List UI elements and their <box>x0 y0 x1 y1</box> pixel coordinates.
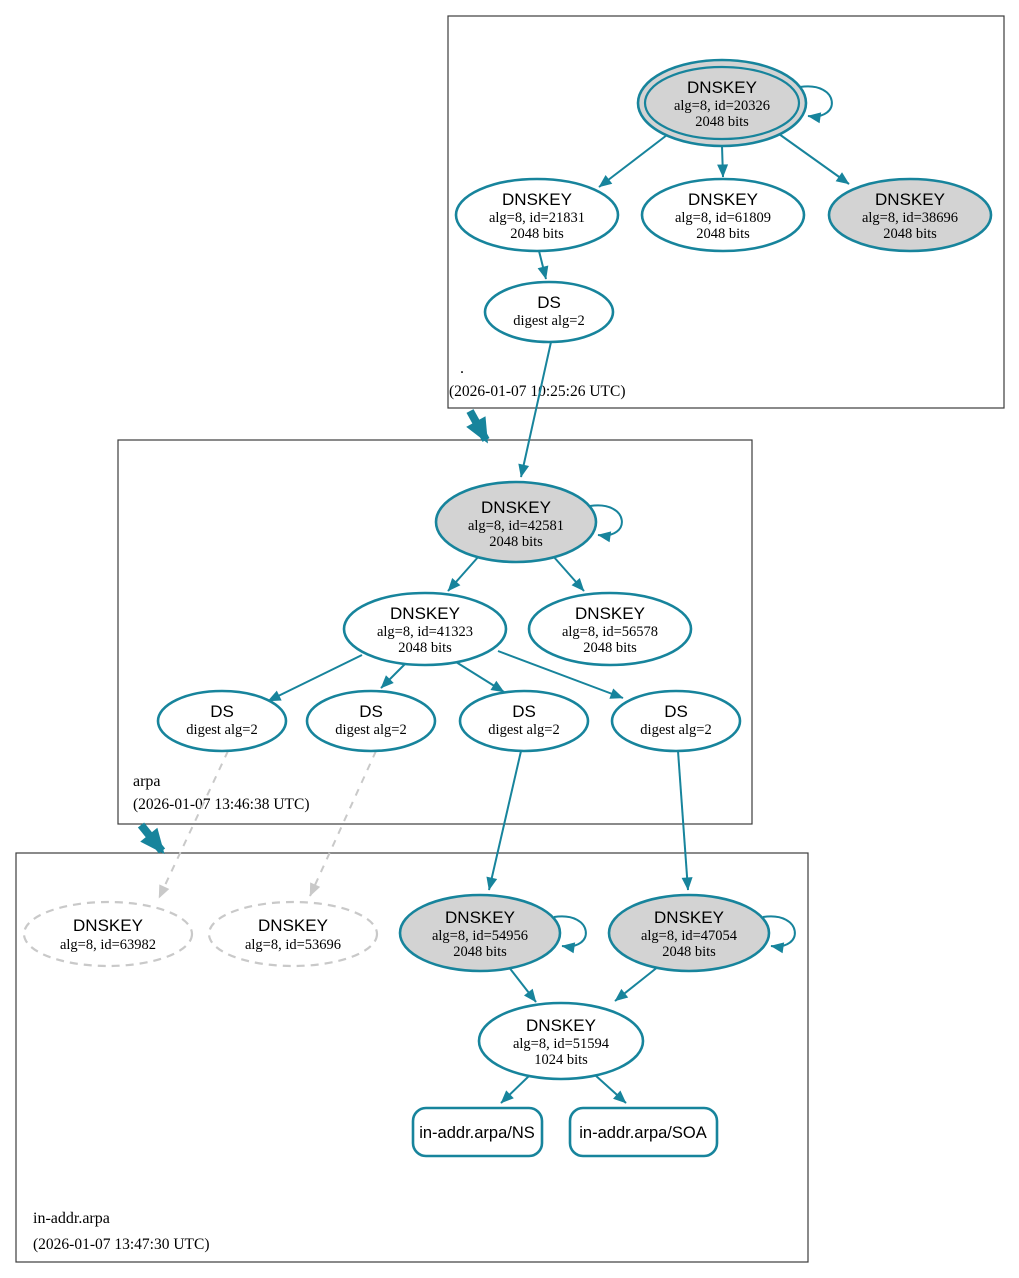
node-title: DNSKEY <box>875 190 945 209</box>
node-dnskey-54956[interactable] <box>400 895 560 971</box>
node-detail: digest alg=2 <box>335 722 407 738</box>
node-detail: alg=8, id=51594 <box>512 1036 610 1052</box>
node-detail: alg=8, id=20326 <box>673 98 771 114</box>
node-detail: digest alg=2 <box>513 313 585 329</box>
node-bits: 1024 bits <box>534 1052 588 1068</box>
node-detail: alg=8, id=42581 <box>467 518 565 534</box>
edge-zsk51594-rr-soa <box>595 1075 626 1103</box>
node-detail: digest alg=2 <box>488 722 560 738</box>
node-title: DNSKEY <box>687 78 757 97</box>
node-detail: alg=8, id=63982 <box>59 937 157 953</box>
node-dnskey-53696-missing[interactable] <box>209 902 377 966</box>
node-detail: alg=8, id=41323 <box>376 624 474 640</box>
node-title: DNSKEY <box>258 916 328 935</box>
node-detail: alg=8, id=54956 <box>431 928 529 944</box>
node-rrset-in-addr-arpa-ns[interactable] <box>413 1108 542 1156</box>
node-detail: digest alg=2 <box>186 722 258 738</box>
node-title: DNSKEY <box>575 604 645 623</box>
node-bits: 2048 bits <box>453 944 507 960</box>
node-bits: 2048 bits <box>883 226 937 242</box>
node-bits: 2048 bits <box>662 944 716 960</box>
node-ds-arpa-4[interactable] <box>612 691 740 751</box>
edge-zsk51594-rr-ns <box>501 1075 530 1103</box>
zone-label-in-addr-arpa: in-addr.arpa <box>33 1210 110 1227</box>
node-detail: alg=8, id=61809 <box>674 210 772 226</box>
edge-zsk21831-ds <box>539 251 546 279</box>
node-dnskey-61809[interactable] <box>642 179 804 251</box>
node-detail: alg=8, id=53696 <box>244 937 342 953</box>
edge-ksk20326-ksk38696 <box>779 134 849 184</box>
node-dnskey-56578[interactable] <box>529 593 691 665</box>
node-dnskey-41323[interactable] <box>344 593 506 665</box>
node-rrset-in-addr-arpa-soa[interactable] <box>570 1108 717 1156</box>
node-title: DS <box>359 702 383 721</box>
node-title: DNSKEY <box>445 908 515 927</box>
edge-ksk42581-zsk56578 <box>553 556 584 591</box>
zone-label-arpa: arpa <box>133 773 161 790</box>
node-title: DNSKEY <box>502 190 572 209</box>
node-title: DNSKEY <box>73 916 143 935</box>
edge-zsk41323-ds2 <box>381 664 405 688</box>
node-dnskey-21831[interactable] <box>456 179 618 251</box>
node-ds-arpa-3[interactable] <box>460 691 588 751</box>
node-title: DNSKEY <box>654 908 724 927</box>
zone-timestamp-arpa: (2026-01-07 13:46:38 UTC) <box>133 796 310 813</box>
edge-ds4-to-ksk47054 <box>678 751 688 890</box>
rrset-label: in-addr.arpa/SOA <box>579 1124 707 1142</box>
edge-ds-root-to-ksk42581 <box>521 342 551 477</box>
node-ds-arpa-2[interactable] <box>307 691 435 751</box>
node-title: DS <box>537 293 561 312</box>
node-bits: 2048 bits <box>398 640 452 656</box>
node-bits: 2048 bits <box>696 226 750 242</box>
node-dnskey-42581[interactable] <box>436 482 596 562</box>
node-dnskey-38696[interactable] <box>829 179 991 251</box>
node-ds-root[interactable] <box>485 282 613 342</box>
node-detail: alg=8, id=47054 <box>640 928 738 944</box>
node-bits: 2048 bits <box>583 640 637 656</box>
edge-zsk41323-ds3 <box>456 662 504 692</box>
zone-cut-arrow-arpa-to-in-addr-arpa <box>141 825 162 851</box>
zone-label-root: . <box>460 360 464 377</box>
node-dnskey-47054[interactable] <box>609 895 769 971</box>
node-bits: 2048 bits <box>510 226 564 242</box>
zone-timestamp-in-addr-arpa: (2026-01-07 13:47:30 UTC) <box>33 1236 210 1253</box>
node-detail: alg=8, id=21831 <box>488 210 586 226</box>
node-dnskey-51594[interactable] <box>479 1003 643 1079</box>
zone-cut-arrow-root-to-arpa <box>470 411 486 440</box>
edge-ds3-to-ksk54956 <box>489 751 521 890</box>
edge-ksk20326-zsk61809 <box>722 146 723 177</box>
node-detail: alg=8, id=38696 <box>861 210 959 226</box>
node-detail: alg=8, id=56578 <box>561 624 659 640</box>
edge-ksk47054-zsk51594 <box>615 966 659 1001</box>
node-dnskey-63982-missing[interactable] <box>24 902 192 966</box>
node-title: DS <box>512 702 536 721</box>
node-title: DNSKEY <box>688 190 758 209</box>
node-detail: digest alg=2 <box>640 722 712 738</box>
node-bits: 2048 bits <box>489 534 543 550</box>
node-title: DS <box>210 702 234 721</box>
edge-ksk54956-zsk51594 <box>508 966 536 1002</box>
edge-ksk42581-zsk41323 <box>448 556 479 591</box>
node-title: DNSKEY <box>526 1016 596 1035</box>
node-title: DS <box>664 702 688 721</box>
node-dnskey-20326[interactable] <box>638 60 806 146</box>
node-bits: 2048 bits <box>695 114 749 130</box>
zone-timestamp-root: (2026-01-07 10:25:26 UTC) <box>449 383 626 400</box>
node-title: DNSKEY <box>481 498 551 517</box>
edge-ksk20326-zsk21831 <box>599 135 667 187</box>
rrset-label: in-addr.arpa/NS <box>419 1124 535 1142</box>
node-title: DNSKEY <box>390 604 460 623</box>
node-ds-arpa-1[interactable] <box>158 691 286 751</box>
